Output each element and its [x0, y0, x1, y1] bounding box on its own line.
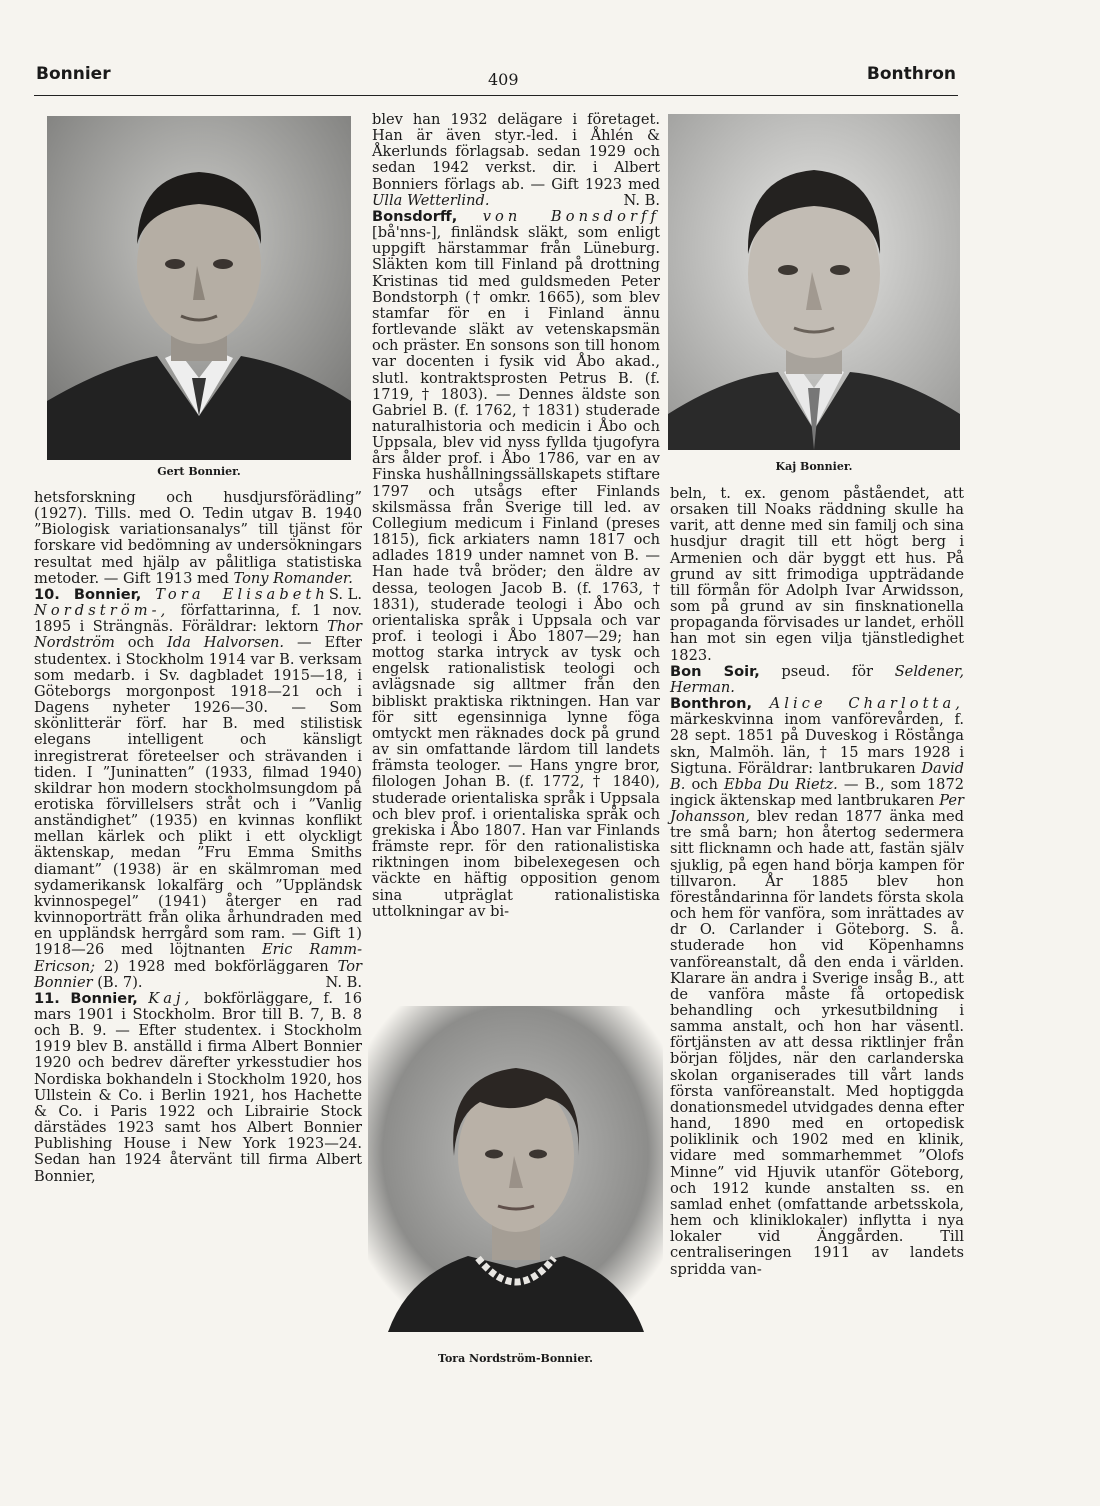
entry-bonthron: Bonthron, Alice Charlotta, märkeskvinna inom vanförevården, f. 28 sept. 1851 på Duveskog i Röstånga skn, Malmöh. län, † 15 mars 1928 i Sigtuna. Föräldrar: lantbrukaren David B. och Ebba Du Rietz. — B., som 1872 ingick äktenskap med lantbrukaren Per Johansson, blev redan 1877 änka med tre små barn; hon återtog sedermera sitt flicknamn och hade att, fastän själv sjuklig, på egen hand börja kampen för tillvaron. År 1885 blev hon föreståndarinna för landets första skola och hem för vanföra, som inrättades av dr O. Carlander i Göteborg. S. å. studerade hon vid Köpenhamns vanföreanstalt, då den enda i världen. Klarare än andra i Sverige insåg B., att de vanföra måste få ortopedisk behandling och yrkesutbildning i samma anstalt, och hon har väsentl. förtjänsten av att dessa riktlinjer från början följdes, när den carlanderska skolan organiserades till vårt lands första vanföreanstalt. Med hoptiggda donationsmedel utvidgades denna efter hand, 1890 med en ortopedisk poliklinik och 1902 med en klinik, vidare med sommarhemmet ”Olofs Minne” vid Hjuvik utanför Göteborg, och 1912 kunde anstalten ss. en samlad enhet (omfattande arbetsskola, hem och kliniklokaler) inflytta i nya lokaler vid Änggården. Till centraliseringen 1911 av landets spridda van- — [670, 695, 965, 1278]
page-number: 409 — [488, 70, 519, 89]
column-left — [34, 490, 362, 1185]
column-middle — [372, 112, 660, 920]
entry-bonsdorff: Bonsdorff, von Bonsdorff [bå'nns-], finländsk släkt, som enligt uppgift härstammar från Lüneburg. Släkten kom till Finland på drottning Kristinas tid med guldsmeden Peter Bondstorph († omkr. 1665), som blev stamfar för en i Finland ännu fortlevande släkt av vetenskapsmän och präster. En sonsons son till honom var docenten i fysik vid Åbo akad., slutl. kontraktsprosten Petrus B. (f. 1719, † 1803). — Dennes äldste son Gabriel B. (f. 1762, † 1831) studerade naturalhistoria och medicin i Åbo och Uppsala, blev vid nyss fyllda tjugofyra års ålder prof. i Åbo 1786, var en av Finska hushållningssällskapets stiftare 1797 och utsågs efter Finlands skilsmässa från Sverige till led. av Collegium medicum i Finland (preses 1815), fick arkiaters namn 1817 och adlades 1819 under namnet von B. — Han hade två bröder; den äldre av dessa, teologen Jacob B. (f. 1763, † 1831), studerade teologi i Åbo och orientaliska språk i Uppsala och var prof. i teologi i Åbo 1807—29; han mottog starka intryck av tysk och engelsk rationalistisk teologi och avlägsnade sig alltmer från den bibliskt praktiska riktningen. Han var för sitt egensinniga lynne föga omtyckt men räknades dock på grund av sin omfattande lärdom till landets främsta teologer. — Hans yngre bror, filologen Johan B. (f. 1772, † 1840), studerade orientaliska språk i Uppsala och blev prof. i orientaliska språk och grekiska i Åbo 1807. Han var Finlands främste repr. för den rationalistiska riktningen inom bibelexegesen och väckte en häftig opposition genom sina utpräglat rationalistiska uttolkningar av bi- — [372, 207, 661, 920]
photo-kaj-bonnier — [668, 114, 960, 450]
entry-kaj-continuation: blev han 1932 delägare i företaget. Han är även styr.-led. i Åhlén & Åkerlunds förlagsab. sedan 1929 och sedan 1942 verkst. dir. i Albert Bonniers förlags ab. — Gift 1923 med Ulla Wetterlind. N. B. — [372, 111, 660, 209]
entry-gert-continuation: hetsforskning och husdjursförädling” (1927). Tills. med O. Tedin utgav B. 1940 ”Biologisk variationsanalys” till tjänst för forskare vid bedömning av undersökningars resultat med hjälp av pålitliga statistiska metoder. — Gift 1913 med Tony Romander. S. L. — [34, 489, 362, 603]
header-rule — [34, 95, 958, 96]
entry-kaj-bonnier: 11. Bonnier, Kaj, bokförläggare, f. 16 mars 1901 i Stockholm. Bror till B. 7, B. 8 och B. 9. — Efter studentex. i Stockholm 1919 blev B. anställd i firma Albert Bonnier 1920 och bedrev därefter yrkesstudier hos Nordiska bokhandeln i Stockholm 1920, hos Ullstein & Co. i Berlin 1921, hos Hachette & Co. i Paris 1922 och Librairie Stock därstädes 1923 samt hos Albert Bonnier Publishing House i New York 1923—24. Sedan han 1924 återvänt till firma Albert Bonnier, — [34, 989, 362, 1185]
header-left: Bonnier — [36, 64, 111, 84]
column-right — [670, 486, 964, 1278]
entry-bonsdorff-continuation: beln, t. ex. genom påståendet, att orsaken till Noaks räddning skulle ha varit, att denne med sin familj och sina husdjur dragit till ett högt berg i Armenien och där byggt ett hus. På grund av sitt frimodiga uppträdande till förmån för Adolph Ivar Arwidsson, som på grund av sin finsknationella propaganda förvisades ur landet, erhöll han mot sin egen vilja tjänstledighet 1823. — [670, 485, 964, 664]
header-right: Bonthron — [866, 64, 956, 84]
caption-gert: Gert Bonnier. — [157, 465, 241, 478]
photo-tora-nordstrom-bonnier — [368, 1006, 663, 1332]
caption-kaj: Kaj Bonnier. — [775, 460, 853, 473]
entry-tora-nordstrom-bonnier: 10. Bonnier, Tora Elisabeth Nordström-, författarinna, f. 1 nov. 1895 i Strängnäs. Föräldrar: lektorn Thor Nordström och Ida Halvorsen. — Efter studentex. i Stockholm 1914 var B. verksam som medarb. i Sv. dagbladet 1915—18, i Göteborgs morgonpost 1918—21 och i Dagens nyheter 1926—30. — Som skönlitterär förf. har B. med stilistisk elegans intelligent och känsligt inregistrerat företeelser och strävanden i tiden. I ”Juninatten” (1933, filmad 1940) skildrar hon modern stockholmsungdom på erotiska förvillelsers stråt och i ”Vanlig anständighet” (1935) en kvinnas konflikt mellan kärlek och plikt i ett olyckligt äktenskap, medan ”Fru Emma Smiths diamant” (1938) är en skälmroman med sydamerikansk lokalfärg och ”Uppländsk kvinnospegel” (1941) återger en rad kvinnoporträtt från olika århundraden med en uppländsk herrgård som ram. — Gift 1) 1918—26 med löjtnanten Eric Ramm-Ericson; 2) 1928 med bokförläggaren Tor Bonnier (B. 7). N. B. — [34, 585, 363, 991]
entry-bon-soir: Bon Soir, pseud. för Seldener, Herman. — [670, 662, 965, 696]
photo-gert-bonnier — [47, 116, 351, 460]
caption-tora: Tora Nordström-Bonnier. — [438, 1352, 593, 1365]
